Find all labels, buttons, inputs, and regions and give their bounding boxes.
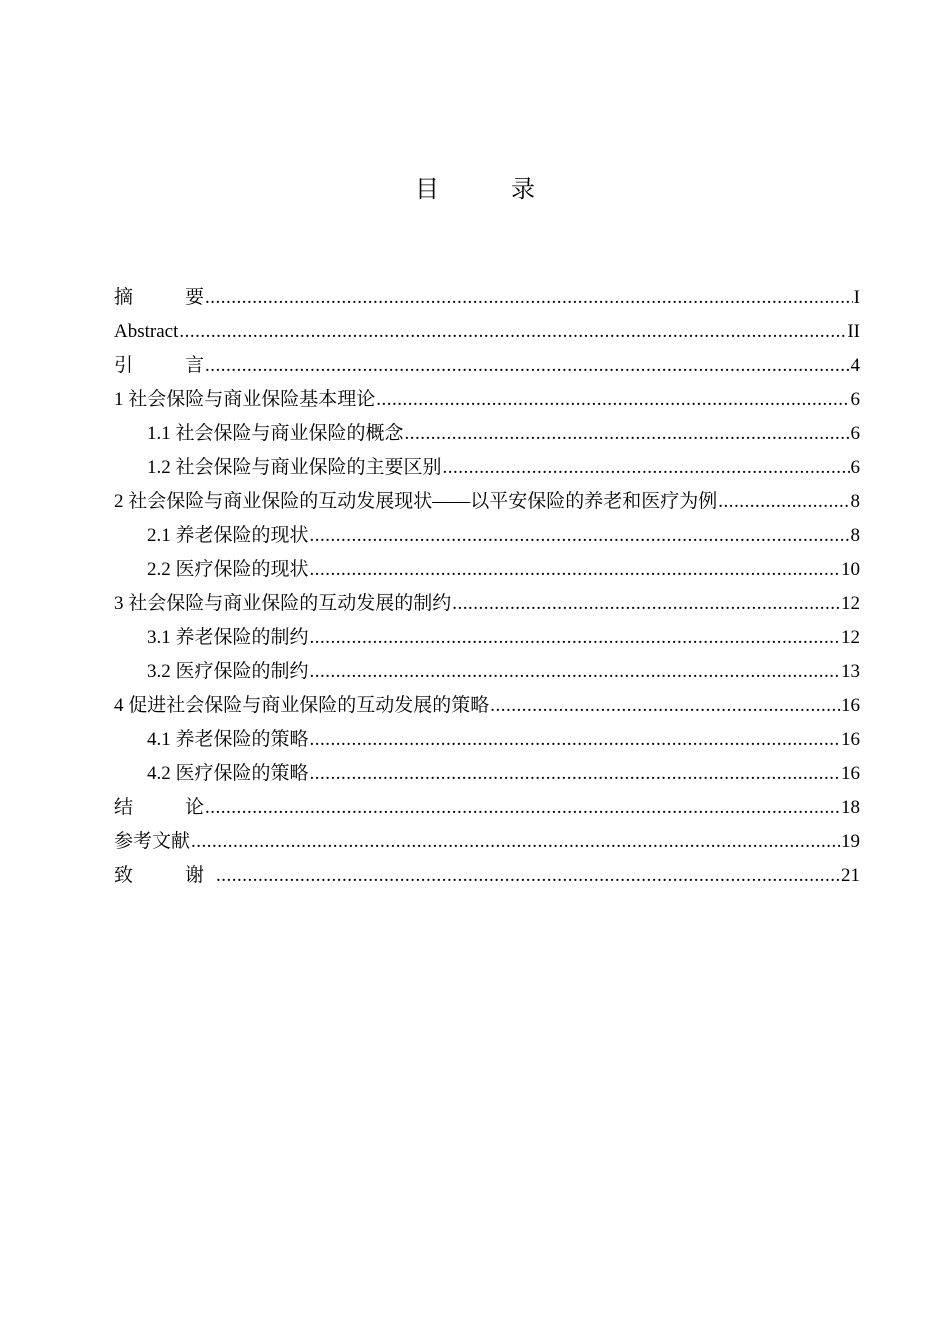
toc-entry-page: 13 [841, 661, 860, 682]
toc-entry-page: 18 [841, 797, 860, 818]
toc-entry-page: 16 [841, 763, 860, 784]
toc-entry-references[interactable] [114, 825, 860, 859]
toc-entry-section-1-2[interactable] [114, 451, 860, 485]
toc-entry-label: 1.2 社会保险与商业保险的主要区别 [147, 457, 442, 478]
toc-dot-leader [310, 655, 840, 689]
toc-entry-label: 结 [114, 797, 186, 818]
toc-dot-leader [191, 825, 840, 859]
toc-entry-label: 4 促进社会保险与商业保险的互动发展的策略 [114, 695, 490, 716]
toc-entry-page: II [847, 321, 860, 342]
toc-dot-leader [376, 383, 849, 417]
toc-entry-page: 8 [850, 525, 860, 546]
toc-entry-chapter-3[interactable] [114, 587, 860, 621]
toc-entry-page: 12 [841, 627, 860, 648]
toc-entry-section-3-1[interactable] [114, 621, 860, 655]
toc-entry-conclusion[interactable] [114, 791, 860, 825]
toc-entry-introduction[interactable] [114, 349, 860, 383]
toc-entry-page: I [853, 287, 860, 308]
toc-dot-leader [205, 349, 849, 383]
toc-entry-page: 6 [850, 423, 860, 444]
toc-entry-page: 16 [841, 695, 860, 716]
toc-entry-label: 引 [114, 355, 186, 376]
toc-entry-page: 10 [841, 559, 860, 580]
toc-dot-leader [205, 281, 853, 315]
toc-entry-label: 1 社会保险与商业保险基本理论 [114, 389, 376, 410]
toc-entry-label: 2.2 医疗保险的现状 [147, 559, 309, 580]
toc-entry-section-3-2[interactable] [114, 655, 860, 689]
toc-entry-section-4-2[interactable] [114, 757, 860, 791]
toc-entry-page: 8 [850, 491, 860, 512]
toc-entry-label: 4.2 医疗保险的策略 [147, 763, 309, 784]
toc-entry-label: 摘 [114, 287, 186, 308]
toc-entry-label: 致 [114, 865, 186, 886]
toc-entry-label: 3.2 医疗保险的制约 [147, 661, 309, 682]
toc-entry-abstract-en[interactable] [114, 315, 860, 349]
toc-entry-label: Abstract [114, 321, 179, 342]
toc-entry-abstract-cn[interactable] [114, 281, 860, 315]
toc-dot-leader [718, 485, 849, 519]
toc-dot-leader [490, 689, 840, 723]
toc-entry-chapter-2[interactable] [114, 485, 860, 519]
page-title: 目 录 [415, 175, 559, 203]
toc-entry-chapter-4[interactable] [114, 689, 860, 723]
toc-entry-label: 4.1 养老保险的策略 [147, 729, 309, 750]
toc-entry-label: 3.1 养老保险的制约 [147, 627, 309, 648]
toc-entry-page: 4 [850, 355, 860, 376]
toc-entry-acknowledgements[interactable] [114, 859, 860, 893]
toc-dot-leader [216, 859, 840, 893]
toc-entry-label: 1.1 社会保险与商业保险的概念 [147, 423, 404, 444]
toc-entry-label: 3 社会保险与商业保险的互动发展的制约 [114, 593, 452, 614]
toc-dot-leader [443, 451, 850, 485]
toc-dot-leader [310, 519, 850, 553]
toc-entry-page: 6 [850, 457, 860, 478]
toc-dot-leader [205, 791, 840, 825]
toc-dot-leader [310, 723, 840, 757]
toc-dot-leader [452, 587, 840, 621]
toc-entry-section-4-1[interactable] [114, 723, 860, 757]
toc-entry-label: 2.1 养老保险的现状 [147, 525, 309, 546]
toc-entry-section-2-1[interactable] [114, 519, 860, 553]
table-of-contents [114, 281, 860, 893]
toc-entry-label: 参考文献 [114, 831, 191, 852]
toc-entry-label-part2: 要 [185, 287, 205, 308]
toc-dot-leader [179, 315, 846, 349]
toc-entry-page: 6 [850, 389, 860, 410]
toc-dot-leader [310, 757, 840, 791]
toc-entry-section-2-2[interactable] [114, 553, 860, 587]
toc-entry-label-part2: 言 [185, 355, 205, 376]
toc-dot-leader [310, 621, 840, 655]
toc-entry-page: 21 [841, 865, 860, 886]
toc-entry-page: 16 [841, 729, 860, 750]
toc-entry-label-part2: 论 [185, 797, 205, 818]
toc-dot-leader [405, 417, 850, 451]
toc-entry-label: 2 社会保险与商业保险的互动发展现状——以平安保险的养老和医疗为例 [114, 491, 718, 512]
toc-entry-page: 12 [841, 593, 860, 614]
toc-entry-page: 19 [841, 831, 860, 852]
toc-entry-chapter-1[interactable] [114, 383, 860, 417]
toc-entry-label-part2: 谢 [185, 865, 205, 886]
toc-dot-leader [310, 553, 840, 587]
toc-entry-section-1-1[interactable] [114, 417, 860, 451]
